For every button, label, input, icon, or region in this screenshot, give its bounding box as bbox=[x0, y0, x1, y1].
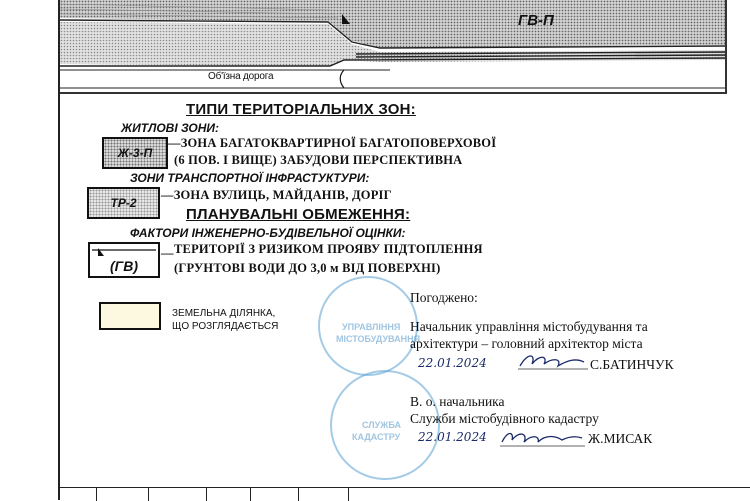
land-plot-line1: ЗЕМЕЛЬНА ДІЛЯНКА, bbox=[172, 308, 276, 319]
official-stamp-bottom: СЛУЖБА КАДАСТРУ bbox=[330, 370, 440, 480]
zh3p-desc-line2: (6 ПОВ. І ВИЩЕ) ЗАБУДОВИ ПЕРСПЕКТИВНА bbox=[174, 153, 463, 167]
bottom-table-fragment bbox=[58, 487, 750, 501]
land-plot-line2: ЩО РОЗГЛЯДАЄТЬСЯ bbox=[172, 321, 279, 332]
transport-heading: ЗОНИ ТРАНСПОРТНОЇ ІНФРАСТУКТУРИ: bbox=[130, 171, 370, 185]
map-drawing bbox=[60, 0, 725, 92]
map-fragment bbox=[60, 0, 727, 94]
head-signature bbox=[518, 350, 588, 372]
gv-desc-line1: ТЕРИТОРІЇ З РИЗИКОМ ПРОЯВУ ПІДТОПЛЕННЯ bbox=[174, 242, 483, 256]
zh3p-swatch bbox=[102, 137, 168, 169]
factors-heading: ФАКТОРИ ІНЖЕНЕРНО-БУДІВЕЛЬНОЇ ОЦІНКИ: bbox=[130, 226, 406, 240]
zh3p-code: Ж-3-П bbox=[117, 146, 153, 160]
deputy-position-line2: Служби містобудівного кадастру bbox=[410, 411, 599, 426]
agreed-label: Погоджено: bbox=[410, 290, 478, 305]
map-road-label: Об'їзна дорога bbox=[208, 71, 274, 82]
deputy-signature bbox=[500, 424, 585, 452]
residential-heading: ЖИТЛОВІ ЗОНИ: bbox=[121, 121, 220, 135]
restrictions-title: ПЛАНУВАЛЬНІ ОБМЕЖЕННЯ: bbox=[186, 206, 411, 223]
gv-desc-line2: (ГРУНТОВІ ВОДИ ДО 3,0 м ВІД ПОВЕРХНІ) bbox=[174, 261, 441, 275]
legend-title: ТИПИ ТЕРИТОРІАЛЬНИХ ЗОН: bbox=[186, 101, 416, 118]
zh3p-desc-line1: —ЗОНА БАГАТОКВАРТИРНОЇ БАГАТОПОВЕРХОВОЇ bbox=[168, 136, 497, 150]
land-plot-swatch bbox=[99, 302, 161, 330]
gv-swatch bbox=[88, 242, 160, 278]
deputy-position-line1: В. о. начальника bbox=[410, 394, 505, 409]
map-zone-label: ГВ-П bbox=[518, 12, 554, 29]
gv-dash: — bbox=[161, 246, 174, 260]
deputy-name: Ж.МИСАК bbox=[588, 431, 653, 446]
gv-code: (ГВ) bbox=[109, 258, 139, 274]
tr2-desc: —ЗОНА ВУЛИЦЬ, МАЙДАНІВ, ДОРІГ bbox=[161, 188, 392, 202]
tr2-code: ТР-2 bbox=[110, 196, 137, 210]
head-position-line1: Начальник управління містобудування та bbox=[410, 319, 648, 334]
deputy-signature-date: 22.01.2024 bbox=[418, 430, 487, 444]
tr2-swatch bbox=[87, 187, 160, 219]
official-stamp-top: УПРАВЛІННЯ МІСТОБУДУВАННЯ bbox=[318, 276, 418, 376]
head-name: С.БАТИНЧУК bbox=[590, 357, 674, 372]
head-signature-date: 22.01.2024 bbox=[418, 356, 487, 370]
head-position-line2: архітектури – головний архітектор міста bbox=[410, 336, 643, 351]
